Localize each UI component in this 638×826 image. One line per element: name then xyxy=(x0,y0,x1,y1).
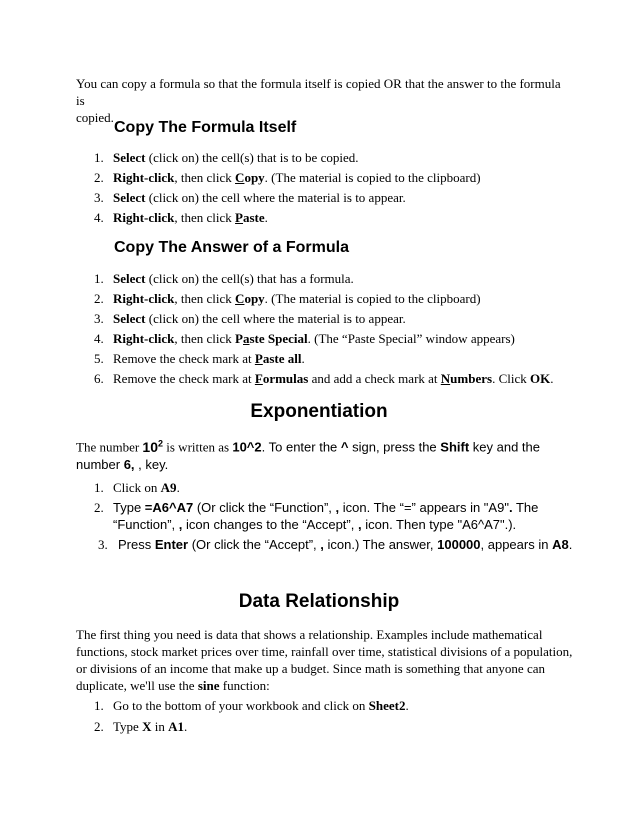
exponentiation-heading: Exponentiation xyxy=(250,401,388,422)
list-item: 3. Select (click on) the cell where the material is to appear. xyxy=(94,311,406,326)
list-item: 1. Go to the bottom of your workbook and click on Sheet2. xyxy=(94,698,409,713)
list-item: 2. Right-click, then click Copy. (The material is copied to the clipboard) xyxy=(94,291,481,306)
exponentiation-paragraph: The number $10^2$ is written as 10^2. To enter the ^ sign, press the Shift key and the number 6, , key. xyxy=(76,438,540,472)
list-item: 1. Select (click on) the cell(s) that is to be copied. xyxy=(94,150,359,165)
list-item: 3. Press Enter (Or click the “Accept”, , icon.) The answer, 100000, appears in A8. xyxy=(98,537,573,552)
copy-formula-heading: Copy The Formula Itself xyxy=(114,119,297,136)
list-item: 2. Type X in A1. xyxy=(94,719,188,734)
list-item: 2. Type =A6^A7 (Or click the “Function”, , icon. The “=” appears in "A9". The “Function”, , icon changes to the “Accept”, , icon. Then type "A6^A7".). xyxy=(94,500,539,532)
data-relationship-heading: Data Relationship xyxy=(238,591,400,612)
data-relationship-paragraph: The first thing you need is data that shows a relationship. Examples include mathematical functions, stock market prices over time, rainfall over time, statistical divisions of a population, or divisions of an income that make up a budget. Since math is something that anyone can duplicate, we'll use the sine function: xyxy=(76,627,573,693)
intro-line-2: copied. xyxy=(76,110,114,125)
list-item: 2. Right-click, then click Copy. (The material is copied to the clipboard) xyxy=(94,170,481,185)
intro-line-1: You can copy a formula so that the formula itself is copied OR that the answer to the formula is xyxy=(76,76,561,108)
copy-answer-steps xyxy=(0,269,600,389)
list-item: 1. Click on A9. xyxy=(94,480,180,495)
list-item: 4. Right-click, then click Paste Special. (The “Paste Special” window appears) xyxy=(94,331,515,346)
copy-answer-heading: Copy The Answer of a Formula xyxy=(114,239,349,256)
list-item: 1. Select (click on) the cell(s) that has a formula. xyxy=(94,271,354,286)
list-item: 5. Remove the check mark at Paste all. xyxy=(94,351,305,366)
list-item: 6. Remove the check mark at Formulas and add a check mark at Numbers. Click OK. xyxy=(94,371,554,386)
copy-formula-steps xyxy=(0,148,600,228)
list-item: 4. Right-click, then click Paste. xyxy=(94,210,268,225)
list-item: 3. Select (click on) the cell where the material is to appear. xyxy=(94,190,406,205)
